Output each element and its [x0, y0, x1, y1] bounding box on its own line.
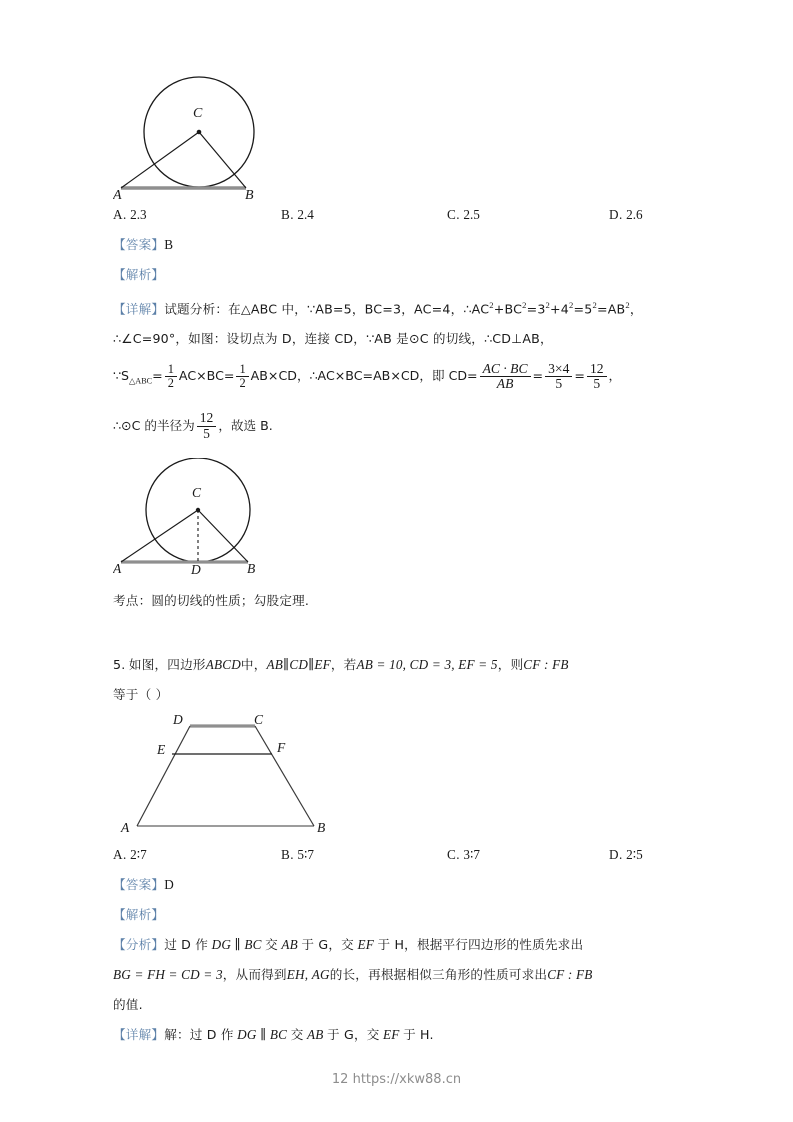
figure2-label-d: D: [191, 562, 201, 577]
question5-stem-line-2: [113, 680, 693, 710]
fenxi-dg: DG: [211, 937, 232, 953]
fenxi-ag: AG: [311, 967, 330, 983]
math-eq1: =: [152, 368, 163, 384]
keypoints-text: 考点：圆的切线的性质；勾股定理.: [113, 593, 310, 609]
question4-radius-line: [113, 404, 693, 448]
detail-text-f: =AB: [596, 301, 626, 317]
figure1-label-c: C: [193, 106, 203, 121]
fenxi-text-a: 过 D 作: [164, 937, 209, 953]
math-mid3: ∴AC×BC=AB×CD，: [309, 368, 432, 384]
fenxi-text-c: 于 G，交: [301, 937, 354, 953]
figure3-label-b: B: [317, 820, 326, 836]
question5-fenxi-line-3: [113, 990, 693, 1020]
detail-text-line2: ∴∠C=90°，如图：设切点为 D，连接 CD，∵AB 是⊙C 的切线，∴CD⊥AB，: [113, 331, 553, 347]
stem-line2-text: 等于（ ）: [113, 687, 169, 703]
figure1-label-a: A: [113, 188, 122, 200]
math-mid2: AB×CD，: [250, 368, 310, 384]
answer-value: B: [164, 237, 174, 252]
frac-den: 2: [165, 376, 177, 390]
detail-text-g: ，: [629, 301, 643, 317]
option-c-value: 3∶7: [463, 847, 481, 863]
fenxi-l2-text-b: 的长，再根据相似三角形的性质可求出: [329, 967, 548, 983]
radius-prefix: ∴⊙C 的半径为: [113, 418, 195, 434]
fenxi-bg-fh-cd: BG = FH = CD = 3: [113, 967, 223, 983]
question4-option-c[interactable]: [447, 200, 480, 230]
question5-stem-line-1: [113, 650, 693, 680]
question5-figure: [113, 710, 693, 840]
question4-math-line: [113, 354, 693, 404]
question4-option-b[interactable]: [281, 200, 314, 230]
figure2-label-b: B: [247, 561, 256, 577]
detail-text-d: +4: [550, 301, 570, 317]
stem-abcd: ABCD: [205, 657, 241, 673]
sup-4: 2: [569, 300, 574, 310]
xiangjie-text-a: 解：过 D 作: [164, 1027, 234, 1043]
question5-options-row: [113, 840, 693, 870]
frac-num: AC · BC: [482, 360, 528, 376]
question5-option-b[interactable]: [281, 840, 314, 870]
detail-text-c: =3: [526, 301, 546, 317]
option-d-label: D.: [609, 847, 623, 863]
detail-text-a: 试题分析：在△ABC 中，∵AB=5，BC=3，AC=4，∴AC: [164, 301, 490, 317]
detail-text-e: =5: [573, 301, 593, 317]
question5-fenxi-line-1: [113, 930, 693, 960]
radius-suffix: ，故选 B.: [218, 418, 273, 434]
fenxi-text-d: 于 H，根据平行四边形的性质先求出: [377, 937, 584, 953]
stem-part3: ，若: [330, 657, 357, 673]
frac-den: 5: [197, 426, 217, 441]
math-mid1: AC×BC=: [178, 368, 235, 384]
fenxi-tag: 【分析】: [113, 937, 165, 953]
fenxi-cf-fb: CF : FB: [547, 967, 593, 983]
answer-tag: 【答案】: [113, 237, 165, 252]
option-a-label: A.: [113, 207, 127, 222]
figure3-label-d: D: [173, 712, 183, 728]
figure1-label-b: B: [245, 188, 254, 200]
stem-ab: AB: [266, 657, 284, 673]
fraction-3x4-over-5: [545, 362, 572, 392]
parallel-symbol-1: ∥: [283, 657, 290, 673]
document-content: [113, 75, 693, 1050]
footer-text: 12 https://xkw88.cn: [331, 1072, 462, 1087]
frac-num: 1: [239, 361, 246, 376]
parallel-symbol: ∥: [234, 937, 241, 953]
option-b-label: B.: [281, 847, 295, 863]
fenxi-ab: AB: [281, 937, 298, 953]
frac-num: 3×4: [548, 360, 570, 376]
stem-ab-value: AB = 10,: [356, 657, 407, 673]
question5-number: 5.: [113, 657, 126, 673]
xiangjie-tag: 【详解】: [113, 1027, 165, 1043]
question4-detail-line-1: [113, 290, 693, 324]
footer-watermark: [0, 1072, 793, 1087]
math-eq3: =: [574, 368, 585, 384]
parallel-symbol: ∥: [260, 1027, 267, 1043]
figure2-label-c: C: [192, 485, 202, 501]
sup-5: 2: [592, 300, 597, 310]
option-c-value: 2.5: [463, 207, 480, 222]
xiangjie-text-b: 交: [290, 1027, 304, 1043]
frac-den: AB: [480, 376, 531, 391]
xiangjie-ef: EF: [383, 1027, 400, 1043]
fenxi-eh: EH,: [286, 967, 309, 983]
question4-option-d[interactable]: [609, 200, 643, 230]
option-a-label: A.: [113, 847, 127, 863]
question5-answer-row: [113, 870, 693, 900]
xiangjie-bc: BC: [269, 1027, 288, 1043]
analysis-tag: 【解析】: [113, 907, 165, 923]
fraction-radius-12-over-5: [197, 411, 217, 441]
stem-ef: EF: [314, 657, 331, 673]
option-d-value: 2∶5: [626, 847, 643, 863]
option-c-label: C.: [447, 847, 461, 863]
question4-figure-2: [113, 458, 693, 576]
figure3-label-f: F: [277, 740, 286, 756]
option-b-value: 2.4: [297, 207, 314, 222]
math-suffix: ，: [608, 368, 622, 384]
detail-tag: 【详解】: [113, 301, 165, 317]
figure3-label-a: A: [121, 820, 130, 836]
question5-option-c[interactable]: [447, 840, 480, 870]
sup-2: 2: [522, 300, 527, 310]
frac-den: 5: [545, 376, 572, 391]
frac-num: 12: [589, 360, 604, 376]
frac-den: 2: [236, 376, 248, 390]
stem-ratio: CF : FB: [523, 657, 569, 673]
stem-part1: 如图，四边形: [128, 657, 206, 673]
xiangjie-ab: AB: [306, 1027, 324, 1043]
parallel-symbol-2: ∥: [308, 657, 315, 673]
question4-keypoints: [113, 586, 693, 616]
stem-ef-value: EF = 5: [458, 657, 498, 673]
question4-options-row: [113, 200, 693, 230]
frac-den: 5: [587, 376, 607, 391]
sup-3: 2: [545, 300, 551, 310]
math-prefix: ∵S: [113, 368, 130, 384]
option-c-label: C.: [447, 207, 461, 222]
figure2-label-a: A: [113, 561, 122, 577]
frac-num: 1: [167, 361, 174, 376]
question4-figure-1: [113, 75, 693, 200]
math-eq2: =: [532, 368, 544, 384]
stem-part2: 中，: [240, 657, 267, 673]
answer-tag: 【答案】: [113, 877, 165, 893]
figure3-label-c: C: [254, 712, 264, 728]
question4-answer-row: [113, 230, 693, 260]
fenxi-bc: BC: [244, 937, 262, 953]
fenxi-text-b: 交: [265, 937, 278, 953]
question5-analysis-row: [113, 900, 693, 930]
stem-cd: CD: [289, 657, 309, 673]
question5-fenxi-line-2: [113, 960, 693, 990]
option-a-value: 2.3: [130, 207, 147, 222]
question5-option-d[interactable]: [609, 840, 643, 870]
option-d-value: 2.6: [626, 207, 643, 222]
fraction-one-half-2: [236, 363, 248, 390]
question4-analysis-row: [113, 260, 693, 290]
option-b-label: B.: [281, 207, 295, 222]
answer-value: D: [164, 877, 174, 893]
option-a-value: 2∶7: [130, 847, 147, 863]
stem-part4: ，则: [497, 657, 524, 673]
fenxi-ef: EF: [357, 937, 374, 953]
question5-option-a[interactable]: [113, 840, 147, 870]
fenxi-l3-text: 的值.: [113, 997, 143, 1013]
question5-xiangjie-line: [113, 1020, 693, 1050]
sup-6: 2: [625, 300, 630, 310]
detail-text-b: +BC: [493, 301, 523, 317]
fraction-12-over-5: [587, 362, 607, 392]
question4-detail-line-2: [113, 324, 693, 354]
sup-1: 2: [489, 300, 494, 310]
xiangjie-dg: DG: [237, 1027, 257, 1043]
analysis-tag: 【解析】: [113, 267, 165, 282]
math-subscript: △ABC: [129, 377, 153, 387]
option-b-value: 5∶7: [297, 847, 315, 863]
question4-option-a[interactable]: [113, 200, 147, 230]
frac-num: 12: [199, 410, 214, 426]
option-d-label: D.: [609, 207, 623, 222]
fenxi-l2-text-a: ，从而得到: [222, 967, 287, 983]
fraction-one-half-1: [165, 363, 177, 390]
xiangjie-text-d: 于 H.: [403, 1027, 434, 1043]
figure3-label-e: E: [157, 742, 166, 758]
stem-cd-value: CD = 3,: [409, 657, 455, 673]
xiangjie-text-c: 于 G，交: [327, 1027, 380, 1043]
math-mid4: 即 CD=: [431, 368, 478, 384]
fraction-ac-bc-over-ab: [480, 362, 531, 392]
